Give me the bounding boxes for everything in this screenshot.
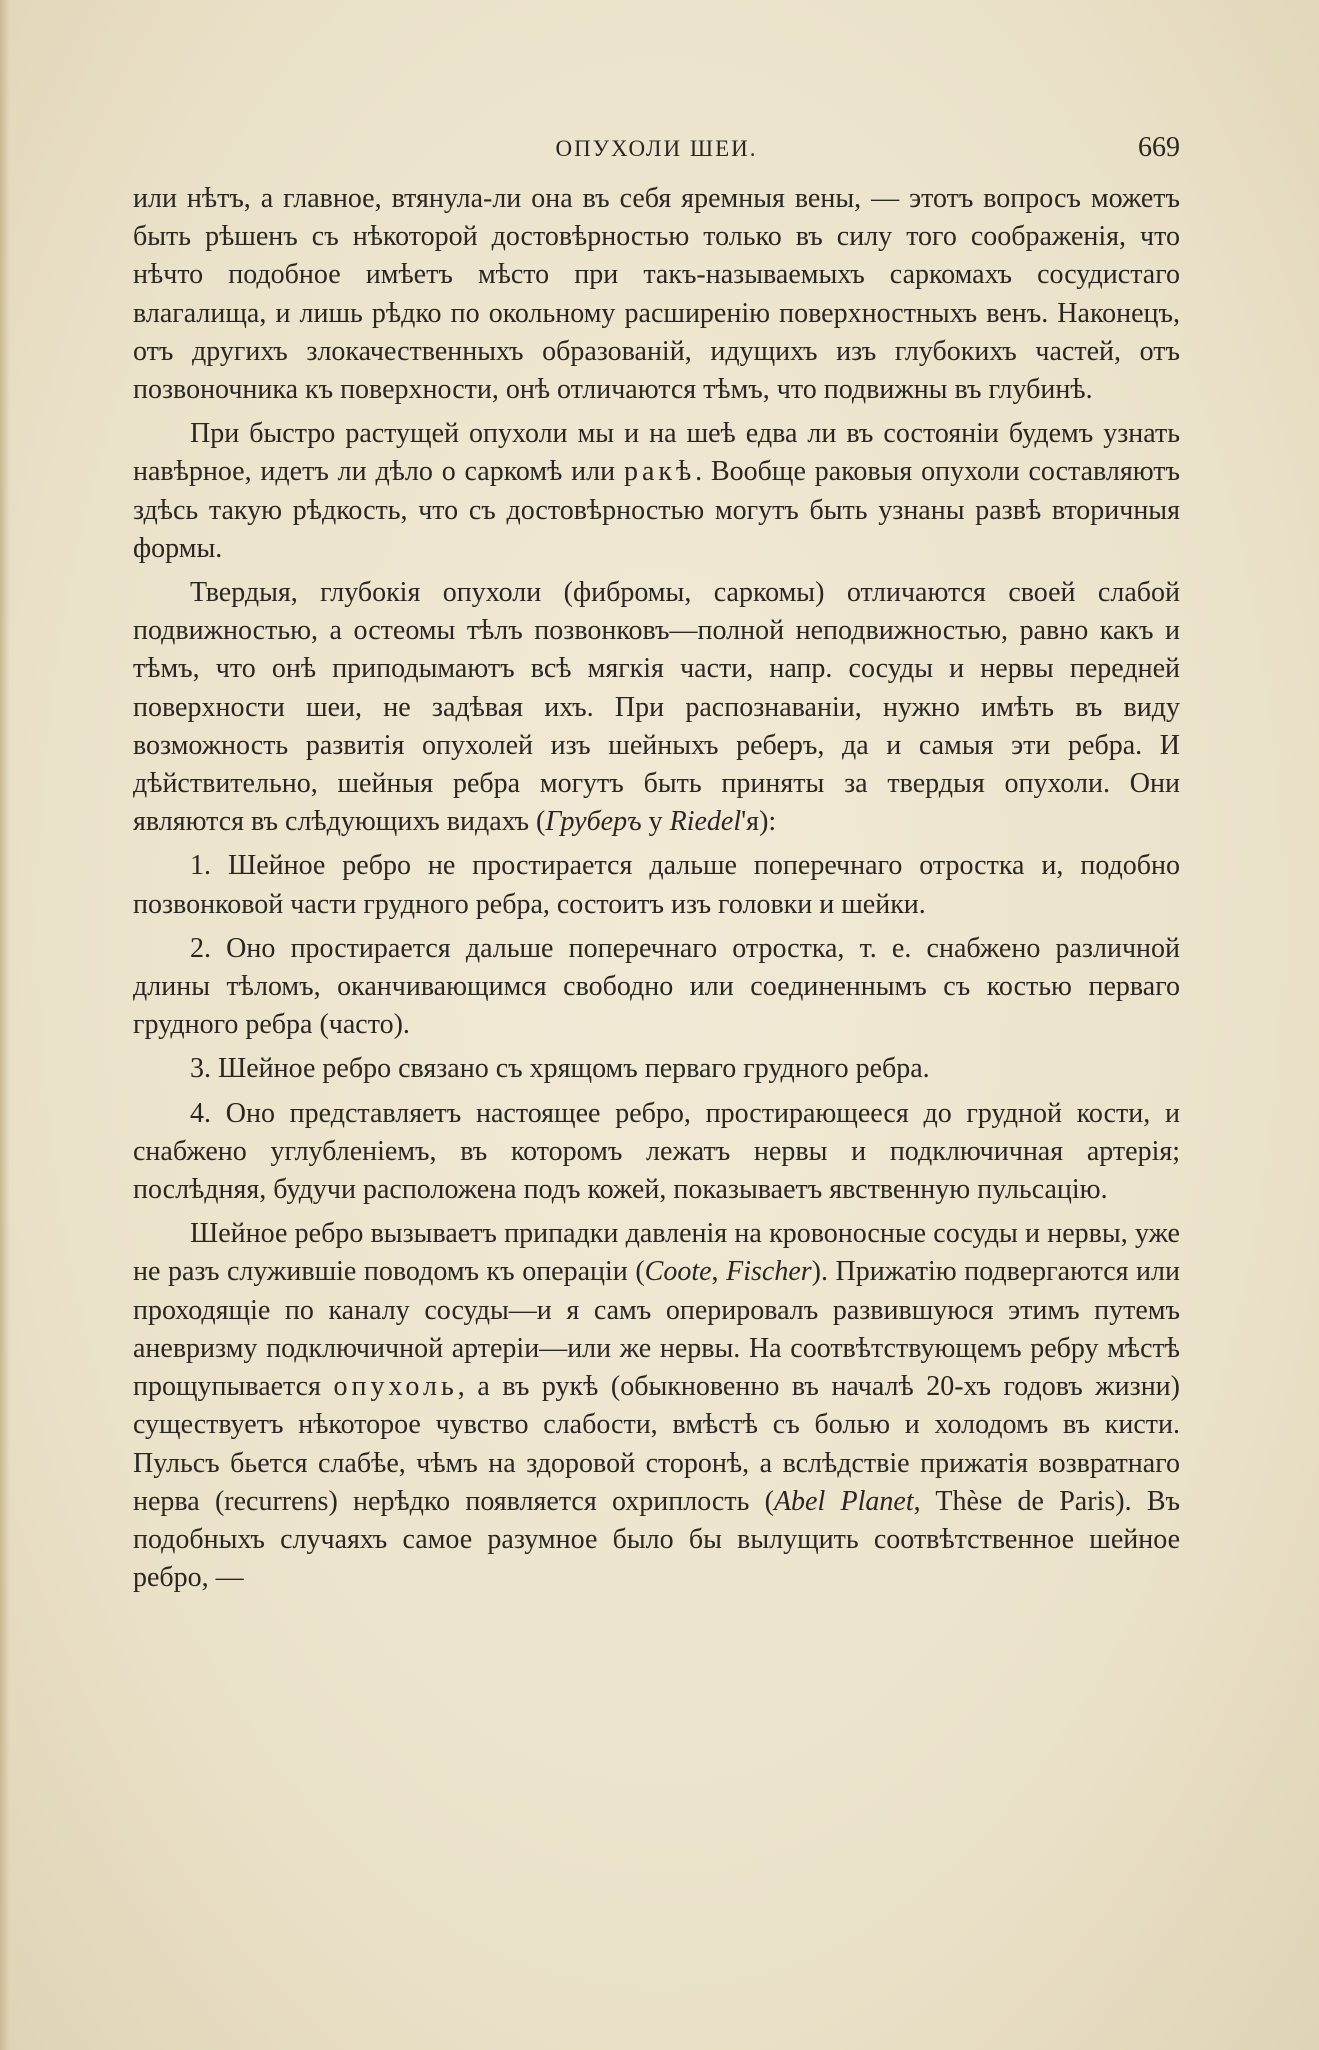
author-abel-planet: Abel Planet (773, 1485, 914, 1517)
paragraph-4-comma: , (711, 1256, 727, 1288)
spaced-word-rak: ракѣ (623, 456, 696, 488)
paragraph-2-text-a: При быстро растущей опухоли мы и на шеѣ едва ли въ состояніи будемъ узнать навѣрное, идетъ ли дѣло о саркомѣ или (133, 418, 1180, 488)
page-number: 669 (1138, 132, 1180, 163)
paragraph-4 (133, 1215, 1180, 1597)
paragraph-3-text-a: Твердыя, глубокія опухоли (фибромы, саркомы) отличаются своей слабой подвижностью, а остеомы тѣлъ позвонковъ—полной неподвижностью, равно какъ и тѣмъ, что онѣ приподымаютъ всѣ мягкія части, напр. сосуды и нервы передней поверхности шеи, не задѣвая ихъ. При распознаваніи, нужно имѣть въ виду возможность развитія опухолей изъ шейныхъ реберъ, да и самыя эти ребра. И дѣйствительно, шейныя ребра могутъ быть приняты за твердыя опухоли. Они являются въ слѣдующихъ видахъ ( (133, 577, 1180, 838)
author-fischer: Fischer (726, 1256, 812, 1288)
paragraph-2-text-b: . Вообще раковыя опухоли составляютъ здѣсь такую рѣдкость, что съ достовѣрностью могутъ быть узнаны развѣ вторичныя формы. (133, 456, 1180, 564)
paragraph-2 (133, 415, 1180, 568)
paragraph-4-text-a: Шейное ребро вызываетъ припадки давленія на кровоносные сосуды и нервы, уже не разъ служившіе поводомъ къ операціи ( (133, 1218, 1180, 1288)
author-coote: Coote (644, 1256, 712, 1288)
spaced-word-opukhol: опухоль (333, 1371, 458, 1403)
author-gruber: Груберъ (545, 806, 642, 838)
list-item-1: 1. Шейное ребро не простирается дальше поперечнаго отростка и, подобно позвонковой части грудного ребра, состоитъ изъ головки и шейки. (133, 850, 1180, 920)
paragraph-3-text-mid: у (641, 806, 670, 838)
list-item-2: 2. Оно простирается дальше поперечнаго отростка, т. е. снабжено различной длины тѣломъ, оканчивающимся свободно или соединеннымъ съ костью перваго грудного ребра (часто). (133, 932, 1180, 1041)
paragraph-1: или нѣтъ, а главное, втянула-ли она въ себя яремныя вены, — этотъ вопросъ можетъ быть рѣшенъ съ нѣкоторой достовѣрностью только въ силу того соображенія, что нѣчто подобное имѣетъ мѣсто при такъ-называемыхъ саркомахъ сосудистаго влагалища, и лишь рѣдко по окольному расширенію поверхностныхъ венъ. Наконецъ, отъ другихъ злокачественныхъ образованій, идущихъ изъ глубокихъ частей, отъ позвоночника къ поверхности, онѣ отличаются тѣмъ, что подвижны въ глубинѣ. (133, 183, 1180, 406)
page-header (133, 132, 1180, 180)
author-riedel: Riedel (669, 806, 742, 838)
paragraph-3-text-b: 'я): (741, 806, 777, 838)
paragraph-4-text-b: ). Прижатію подвергаются или проходящіе по каналу сосуды—и я самъ оперировалъ развившуюся этимъ путемъ аневризму подключичной артеріи—или же нервы. На соотвѣтствующемъ ребру мѣстѣ прощупывается (133, 1256, 1180, 1403)
page-gutter-shadow (0, 0, 10, 2050)
paragraph-3 (133, 574, 1180, 841)
list-item-4: 4. Оно представляетъ настоящее ребро, простирающееся до грудной кости, и снабжено углубленіемъ, въ которомъ лежатъ нервы и подключичная артерія; послѣдняя, будучи расположена подъ кожей, показываетъ явственную пульсацію. (133, 1097, 1180, 1206)
list-item-3: 3. Шейное ребро связано съ хрящомъ перваго грудного ребра. (190, 1053, 930, 1085)
paragraph-4-text-d: , Thèse de Paris). Въ подобныхъ случаяхъ самое разумное было бы вылущить соотвѣтственное шейное ребро, — (133, 1485, 1180, 1594)
paragraph-4-text-c: , а въ рукѣ (обыкновенно въ началѣ 20-хъ годовъ жизни) существуетъ нѣкоторое чувство слабости, вмѣстѣ съ болью и холодомъ въ кисти. Пульсъ бьется слабѣе, чѣмъ на здоровой сторонѣ, а вслѣдствіе прижатія возвратнаго нерва (recurrens) нерѣдко появляется охриплость ( (133, 1371, 1180, 1517)
text-block (133, 132, 1180, 1603)
running-title: ОПУХОЛИ ШЕИ. (555, 136, 758, 161)
body-text (133, 180, 1180, 1597)
